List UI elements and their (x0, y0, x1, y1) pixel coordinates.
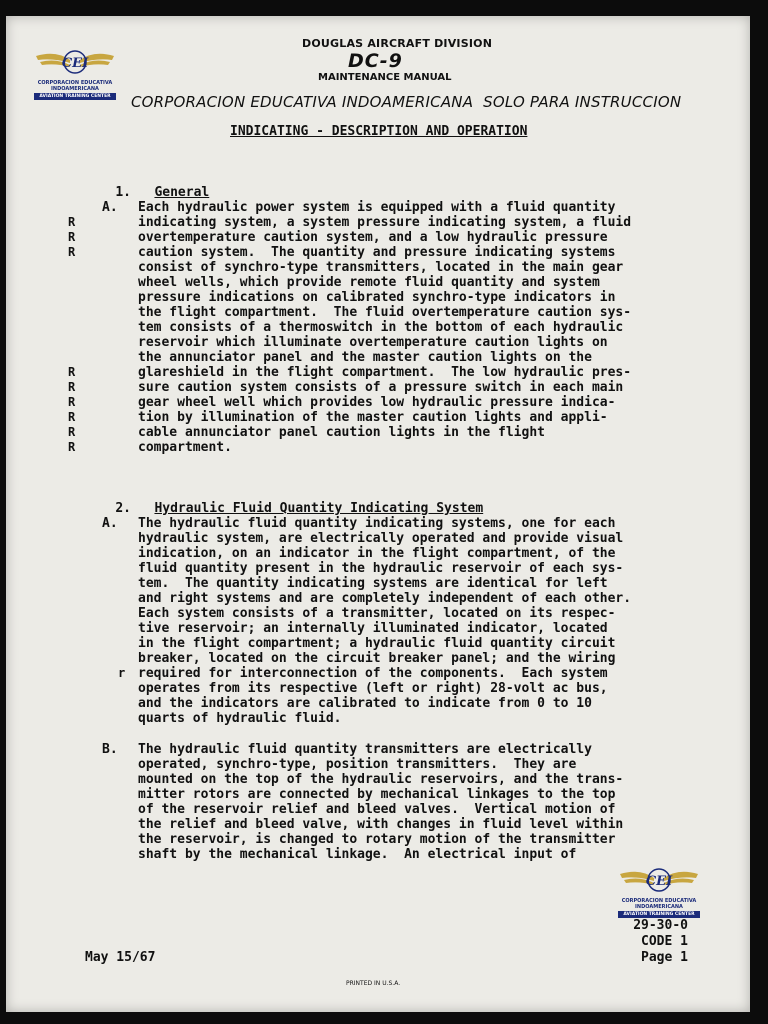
text-line: overtemperature caution system, and a low hydraulic pressure (138, 230, 608, 245)
text-line: the relief and bleed valve, with changes in fluid level within (138, 817, 624, 832)
text-line: mitter rotors are connected by mechanical linkages to the top (138, 787, 616, 802)
text-line: caution system. The quantity and pressure indicating systems (138, 245, 616, 260)
manual-page (6, 16, 750, 1012)
header-model: DC-9 (348, 50, 403, 72)
text-line: cable annunciator panel caution lights in the flight (138, 425, 545, 440)
text-line: operates from its respective (left or right) 28-volt ac bus, (138, 681, 608, 696)
revision-mark: R (68, 410, 76, 424)
text-line: glareshield in the flight compartment. The low hydraulic pres- (138, 365, 632, 380)
logo-top (34, 46, 116, 100)
section-2-para-b-label: B. (102, 742, 118, 757)
footer-date: May 15/67 (85, 950, 156, 965)
text-line: compartment. (138, 440, 232, 455)
section-2-para-a-label: A. (102, 516, 118, 531)
text-line: gear wheel well which provides low hydraulic pressure indica- (138, 395, 616, 410)
footer-reference (633, 918, 688, 966)
section-1-number: 1. (115, 185, 131, 200)
header-company: DOUGLAS AIRCRAFT DIVISION (302, 37, 493, 50)
text-line: the flight compartment. The fluid overtemperature caution sys- (138, 305, 632, 320)
text-line: wheel wells, which provide remote fluid quantity and system (138, 275, 600, 290)
logo-line-1: CORPORACION EDUCATIVA (37, 80, 113, 86)
text-line: required for interconnection of the components. Each system (138, 666, 608, 681)
text-line: shaft by the mechanical linkage. An electrical input of (138, 847, 577, 862)
text-line: of the reservoir relief and bleed valves. Vertical motion of (138, 802, 616, 817)
text-line: reservoir which illuminate overtemperature caution lights on (138, 335, 608, 350)
text-line: breaker, located on the circuit breaker panel; and the wiring (138, 651, 616, 666)
text-line: in the flight compartment; a hydraulic fluid quantity circuit (138, 636, 616, 651)
text-line: pressure indications on calibrated synchro-type indicators in (138, 290, 616, 305)
text-line: operated, synchro-type, position transmitters. They are (138, 757, 577, 772)
revision-mark: R (68, 440, 76, 454)
text-line: consist of synchro-type transmitters, located in the main gear (138, 260, 624, 275)
text-line: sure caution system consists of a pressure switch in each main (138, 380, 624, 395)
footer-chapter: 29-30-0 (633, 918, 688, 933)
text-line: tive reservoir; an internally illuminated indicator, located (138, 621, 608, 636)
logo-bottom (618, 864, 700, 918)
printed-in-usa: PRINTED IN U.S.A. (346, 980, 401, 987)
logo-initials: CEI (61, 56, 89, 71)
logo-line-2: INDOAMERICANA (635, 904, 683, 910)
text-line: fluid quantity present in the hydraulic reservoir of each sys- (138, 561, 624, 576)
text-line: mounted on the top of the hydraulic reservoirs, and the trans- (138, 772, 624, 787)
text-line: and the indicators are calibrated to indicate from 0 to 10 (138, 696, 592, 711)
logo-line-1: CORPORACION EDUCATIVA (621, 898, 697, 904)
header-manual: MAINTENANCE MANUAL (318, 72, 452, 83)
watermark-banner: CORPORACION EDUCATIVA INDOAMERICANA SOLO PARA INSTRUCCION (131, 93, 682, 111)
logo-initials: CEI (645, 874, 673, 889)
revision-mark: R (68, 230, 76, 244)
text-line: quarts of hydraulic fluid. (138, 711, 342, 726)
revision-mark: R (68, 425, 76, 439)
section-title: INDICATING - DESCRIPTION AND OPERATION (230, 124, 528, 139)
wings-emblem-icon (618, 864, 700, 898)
section-1-title: General (154, 185, 210, 200)
revision-mark: R (68, 245, 76, 259)
text-line: hydraulic system, are electrically operated and provide visual (138, 531, 624, 546)
text-line: tem. The quantity indicating systems are identical for left (138, 576, 608, 591)
text-line: indicating system, a system pressure indicating system, a fluid (138, 215, 632, 230)
revision-mark: R (68, 215, 76, 229)
logo-line-3: AVIATION TRAINING CENTER (34, 93, 116, 100)
text-line: the reservoir, is changed to rotary motion of the transmitter (138, 832, 616, 847)
logo-line-3: AVIATION TRAINING CENTER (618, 911, 700, 918)
wings-emblem-icon (34, 46, 116, 80)
text-line: Each system consists of a transmitter, located on its respec- (138, 606, 616, 621)
text-line: tem consists of a thermoswitch in the bottom of each hydraulic (138, 320, 624, 335)
text-line: tion by illumination of the master caution lights and appli- (138, 410, 608, 425)
text-line: The hydraulic fluid quantity indicating systems, one for each (138, 516, 616, 531)
text-line: Each hydraulic power system is equipped with a fluid quantity (138, 200, 616, 215)
revision-mark: R (68, 380, 76, 394)
section-2-title: Hydraulic Fluid Quantity Indicating System (154, 501, 484, 516)
section-1-para-a-label: A. (102, 200, 118, 215)
logo-line-2: INDOAMERICANA (51, 86, 99, 92)
text-line: and right systems and are completely independent of each other. (138, 591, 632, 606)
text-line: The hydraulic fluid quantity transmitters are electrically (138, 742, 592, 757)
footer-code: CODE 1 (641, 934, 688, 949)
revision-mark: R (68, 365, 76, 379)
text-line: the annunciator panel and the master caution lights on the (138, 350, 592, 365)
text-line: indication, on an indicator in the flight compartment, of the (138, 546, 616, 561)
footer-page: Page 1 (641, 950, 688, 965)
section-2-number: 2. (115, 501, 131, 516)
stray-revision-mark: r (118, 666, 126, 680)
revision-mark: R (68, 395, 76, 409)
